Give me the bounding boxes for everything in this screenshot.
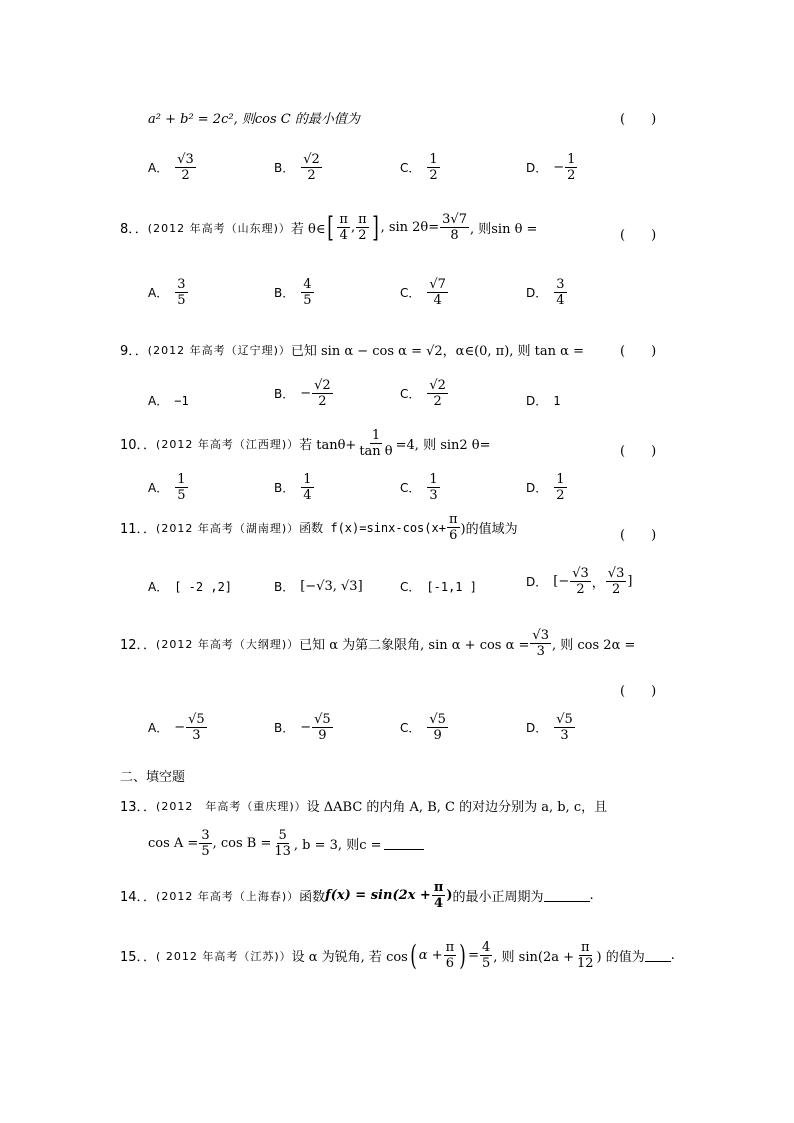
denominator: 13 [274, 844, 291, 859]
minus-sign: − [553, 160, 565, 175]
numerator: π [339, 212, 348, 227]
q14-formula-pre: f(x) = sin(2x + [325, 888, 431, 903]
fraction [432, 880, 446, 911]
option-label: B． [274, 387, 295, 401]
numerator: 1 [177, 472, 186, 487]
option-label: C． [400, 286, 421, 300]
answer-blank[interactable] [384, 837, 424, 850]
denominator: 6 [445, 956, 455, 971]
option-label: D． [526, 286, 548, 300]
q15-stem-mid: , 则 sin(2a + [493, 950, 574, 965]
denominator: 3 [429, 488, 438, 503]
option-label: C． [400, 580, 421, 594]
numerator: √2 [429, 378, 446, 393]
denominator: 2 [181, 168, 190, 183]
fraction [175, 152, 196, 183]
denominator: 2 [433, 394, 442, 409]
option-label: C． [400, 481, 421, 495]
denominator: 12 [577, 956, 594, 971]
fraction [175, 472, 187, 503]
numerator: √2 [314, 378, 331, 393]
q12-option-a [148, 712, 208, 743]
denominator: 2 [556, 488, 565, 503]
q12-stem-pre: 已知 α 为第二象限角, sin α + cos α = [299, 638, 530, 653]
q11-option-a [148, 578, 232, 595]
denominator: 2 [358, 228, 367, 243]
q12-answer-paren: ( ) [620, 684, 657, 699]
fraction [312, 712, 333, 743]
paren-right: ) [459, 938, 466, 972]
fraction [480, 940, 492, 971]
q10-stem-pre: 若 tanθ+ [299, 438, 357, 453]
option-label: A． [148, 481, 169, 495]
fraction [554, 277, 566, 308]
denominator: 2 [429, 168, 438, 183]
q15-end: . [670, 948, 675, 963]
option-value: −1 [174, 393, 189, 408]
option-label: D． [526, 161, 548, 175]
q8-option-c [400, 277, 449, 308]
numerator: π [448, 512, 458, 527]
q8-stem-post: , 则sin θ = [469, 222, 538, 237]
denominator: 9 [318, 728, 327, 743]
denominator: 4 [303, 488, 312, 503]
numerator: 1 [567, 152, 576, 167]
option-value: [-1,1 ] [426, 579, 477, 594]
denominator: 3 [560, 728, 569, 743]
fraction [447, 512, 460, 543]
denominator: 4 [556, 293, 565, 308]
fraction [199, 828, 211, 859]
bracket-right: ] [371, 210, 379, 244]
q11-option-b [274, 578, 363, 595]
answer-blank[interactable] [544, 889, 590, 902]
option-suffix: ] [627, 574, 633, 589]
question-number: 8．． [120, 222, 148, 237]
q9-stem-text: 已知 sin α − cos α = √2，α∈(0, π), 则 tan α = [290, 344, 584, 359]
q10-stem [120, 428, 491, 459]
q13-line2-pre: cos A = [148, 836, 199, 851]
numerator: √2 [303, 152, 320, 167]
option-label: A． [148, 161, 169, 175]
numerator: √5 [556, 712, 573, 727]
fraction [301, 277, 313, 308]
option-label: A． [148, 580, 169, 594]
question-number: 15．． [120, 950, 157, 965]
q12-stem [120, 628, 635, 659]
q15-stem-pre: 设 α 为锐角, 若 cos [291, 950, 408, 965]
q14-formula-post: ) [446, 888, 453, 903]
fraction [565, 152, 577, 183]
q7-option-b [274, 152, 323, 183]
option-label: D． [526, 575, 548, 589]
fraction [427, 472, 439, 503]
denominator: 5 [303, 293, 312, 308]
option-label: C． [400, 387, 421, 401]
q14-end: . [589, 888, 594, 903]
q13-stem [120, 796, 607, 815]
denominator: 3 [192, 728, 201, 743]
q10-answer-paren: ( ) [620, 444, 657, 459]
option-label: B． [274, 286, 295, 300]
option-label: D． [526, 721, 548, 735]
fraction [440, 212, 469, 243]
question-number: 10．． [120, 438, 157, 453]
numerator: 3√7 [442, 212, 467, 227]
option-label: B． [274, 580, 295, 594]
option-label: B． [274, 721, 295, 735]
denominator: 3 [536, 644, 545, 659]
q11-stem [120, 512, 518, 543]
answer-blank[interactable] [645, 949, 671, 962]
q9-option-c [400, 378, 449, 409]
numerator: π [445, 940, 455, 955]
q9-option-b [274, 378, 334, 409]
denominator: 5 [201, 844, 210, 859]
q7-stem-text: a² + b² = 2c², 则cos C 的最小值为 [148, 112, 360, 127]
option-label: B． [274, 161, 295, 175]
q13-line2 [148, 828, 424, 859]
q15-eq: = [468, 948, 479, 963]
fraction [427, 378, 448, 409]
denominator: 2 [318, 394, 327, 409]
q10-option-a [148, 472, 189, 503]
denominator: 2 [576, 582, 585, 597]
numerator: 1 [429, 152, 438, 167]
q9-answer-paren: ( ) [620, 344, 657, 359]
numerator: 1 [429, 472, 438, 487]
option-label: A． [148, 286, 169, 300]
q9-option-d [526, 392, 560, 409]
option-label: D． [526, 394, 548, 408]
denominator: 2 [611, 582, 621, 597]
denominator: 8 [450, 228, 459, 243]
q7-stem [148, 108, 360, 127]
numerator: 4 [303, 277, 312, 292]
numerator: 1 [556, 472, 565, 487]
q8-stem-pre: 若 θ∈ [290, 222, 326, 237]
q8-option-b [274, 277, 315, 308]
option-value: 1 [553, 393, 561, 408]
q13-line2-post: , b = 3, 则c = [293, 838, 382, 853]
numerator: √5 [188, 712, 205, 727]
q12-option-c [400, 712, 449, 743]
fraction [301, 472, 313, 503]
q11-stem-post: )的值域为 [460, 522, 518, 537]
fraction [444, 940, 457, 971]
question-source: (2012 年高考（上海春)） [156, 889, 300, 903]
q14-stem-pre: 函数 [299, 890, 326, 905]
fraction [301, 152, 322, 183]
numerator: 1 [371, 428, 381, 443]
denominator: 4 [433, 293, 442, 308]
question-source: (2012 年高考（重庆理)） [156, 799, 307, 813]
q11-stem-pre: 函数 f(x)=sinx-cos(x+ [299, 521, 446, 535]
option-separator: ， [591, 576, 605, 591]
q7-answer-paren: ( ) [620, 112, 657, 127]
option-label: B． [274, 481, 295, 495]
q10-option-b [274, 472, 315, 503]
numerator: √3 [607, 566, 625, 581]
denominator: 9 [433, 728, 442, 743]
q11-option-d [526, 566, 632, 597]
fraction [554, 712, 575, 743]
fraction [570, 566, 591, 597]
fraction [312, 378, 333, 409]
q14-stem-post: 的最小正周期为 [452, 890, 544, 905]
denominator: 2 [307, 168, 316, 183]
question-source: (2012 年高考（辽宁理)） [147, 343, 291, 357]
fraction [175, 277, 187, 308]
q8-stem-mid: , sin 2θ= [380, 220, 440, 235]
denominator: 2 [567, 168, 576, 183]
q8-option-a [148, 277, 189, 308]
denominator: 5 [482, 956, 491, 971]
bracket-left: [ [327, 210, 335, 244]
q11-option-c [400, 578, 477, 595]
q8-answer-paren: ( ) [620, 228, 657, 243]
q7-option-d [526, 152, 578, 183]
q10-option-d [526, 472, 568, 503]
q8-option-d [526, 277, 568, 308]
paren-left: ( [410, 938, 417, 972]
option-value: [−√3, √3] [300, 579, 363, 594]
q7-option-a [148, 152, 197, 183]
question-number: 9．． [120, 344, 148, 359]
option-value: [ -2 ,2] [174, 579, 233, 594]
denominator: tan θ [359, 444, 393, 459]
denominator: 6 [449, 528, 458, 543]
numerator: 1 [303, 472, 312, 487]
option-label: C． [400, 721, 421, 735]
q9-option-a [148, 392, 189, 409]
numerator: 4 [482, 940, 491, 955]
question-number: 11．． [120, 522, 157, 537]
denominator: 4 [434, 896, 444, 911]
fraction [337, 212, 350, 243]
option-label: A． [148, 394, 169, 408]
numerator: π [581, 940, 590, 955]
q7-option-c [400, 152, 441, 183]
option-label: D． [526, 481, 548, 495]
q11-answer-paren: ( ) [620, 528, 657, 543]
numerator: √3 [177, 152, 194, 167]
fraction [427, 277, 448, 308]
fraction [272, 828, 293, 859]
question-source: (2012 年高考（湖南理)） [156, 521, 300, 535]
q12-stem-post: , 则 cos 2α = [551, 638, 636, 653]
section-heading: 二、填空题 [120, 770, 186, 785]
q10-option-c [400, 472, 441, 503]
fraction [606, 566, 627, 597]
q14-stem [120, 880, 594, 911]
numerator: π [358, 212, 367, 227]
option-prefix: [− [553, 574, 570, 589]
fraction [554, 472, 566, 503]
fraction [427, 152, 439, 183]
q12-option-d [526, 712, 576, 743]
question-source: ( 2012 年高考（江苏)） [156, 949, 292, 963]
numerator: 3 [201, 828, 210, 843]
fraction [357, 428, 394, 459]
denominator: 5 [177, 293, 186, 308]
numerator: 3 [556, 277, 565, 292]
numerator: √3 [532, 628, 549, 643]
q13-stem-text: 设 ΔABC 的内角 A, B, C 的对边分别为 a, b, c，且 [306, 800, 608, 815]
minus-sign: − [300, 720, 312, 735]
numerator: √3 [572, 566, 589, 581]
q12-option-b [274, 712, 334, 743]
denominator: 4 [339, 228, 348, 243]
minus-sign: − [300, 386, 312, 401]
numerator: π [433, 880, 444, 895]
q10-stem-post: =4, 则 sin2 θ= [395, 438, 491, 453]
question-number: 14．． [120, 890, 157, 905]
fraction [427, 712, 448, 743]
question-source: (2012 年高考（江西理)） [156, 437, 300, 451]
q13-line2-mid: , cos B = [212, 836, 272, 851]
question-number: 13．． [120, 800, 157, 815]
q9-stem [120, 340, 584, 359]
question-source: (2012 年高考（大纲理)） [156, 637, 300, 651]
minus-sign: − [174, 720, 186, 735]
fraction [530, 628, 551, 659]
fraction [575, 940, 596, 971]
numerator: 5 [278, 828, 287, 843]
option-label: A． [148, 721, 169, 735]
q15-paren-inner: α + [418, 948, 443, 963]
q15-stem-post: ) 的值为 [596, 950, 645, 965]
numerator: √5 [314, 712, 331, 727]
fraction [186, 712, 207, 743]
denominator: 5 [177, 488, 186, 503]
question-number: 12．． [120, 638, 157, 653]
numerator: √7 [429, 277, 446, 292]
q15-stem [120, 940, 675, 971]
q8-stem: 8．． (2012 年高考（山东理)） 若 θ∈ [ $\frac{\pi}{4}$ , $\frac{\pi}{2}$ ] , sin 2θ= $\frac{3√7}{8}$ , 则sin θ = [120, 210, 538, 244]
question-source: (2012 年高考（山东理)） [147, 221, 291, 235]
option-label: C． [400, 161, 421, 175]
numerator: √5 [429, 712, 446, 727]
numerator: 3 [177, 277, 186, 292]
fraction [356, 212, 369, 243]
